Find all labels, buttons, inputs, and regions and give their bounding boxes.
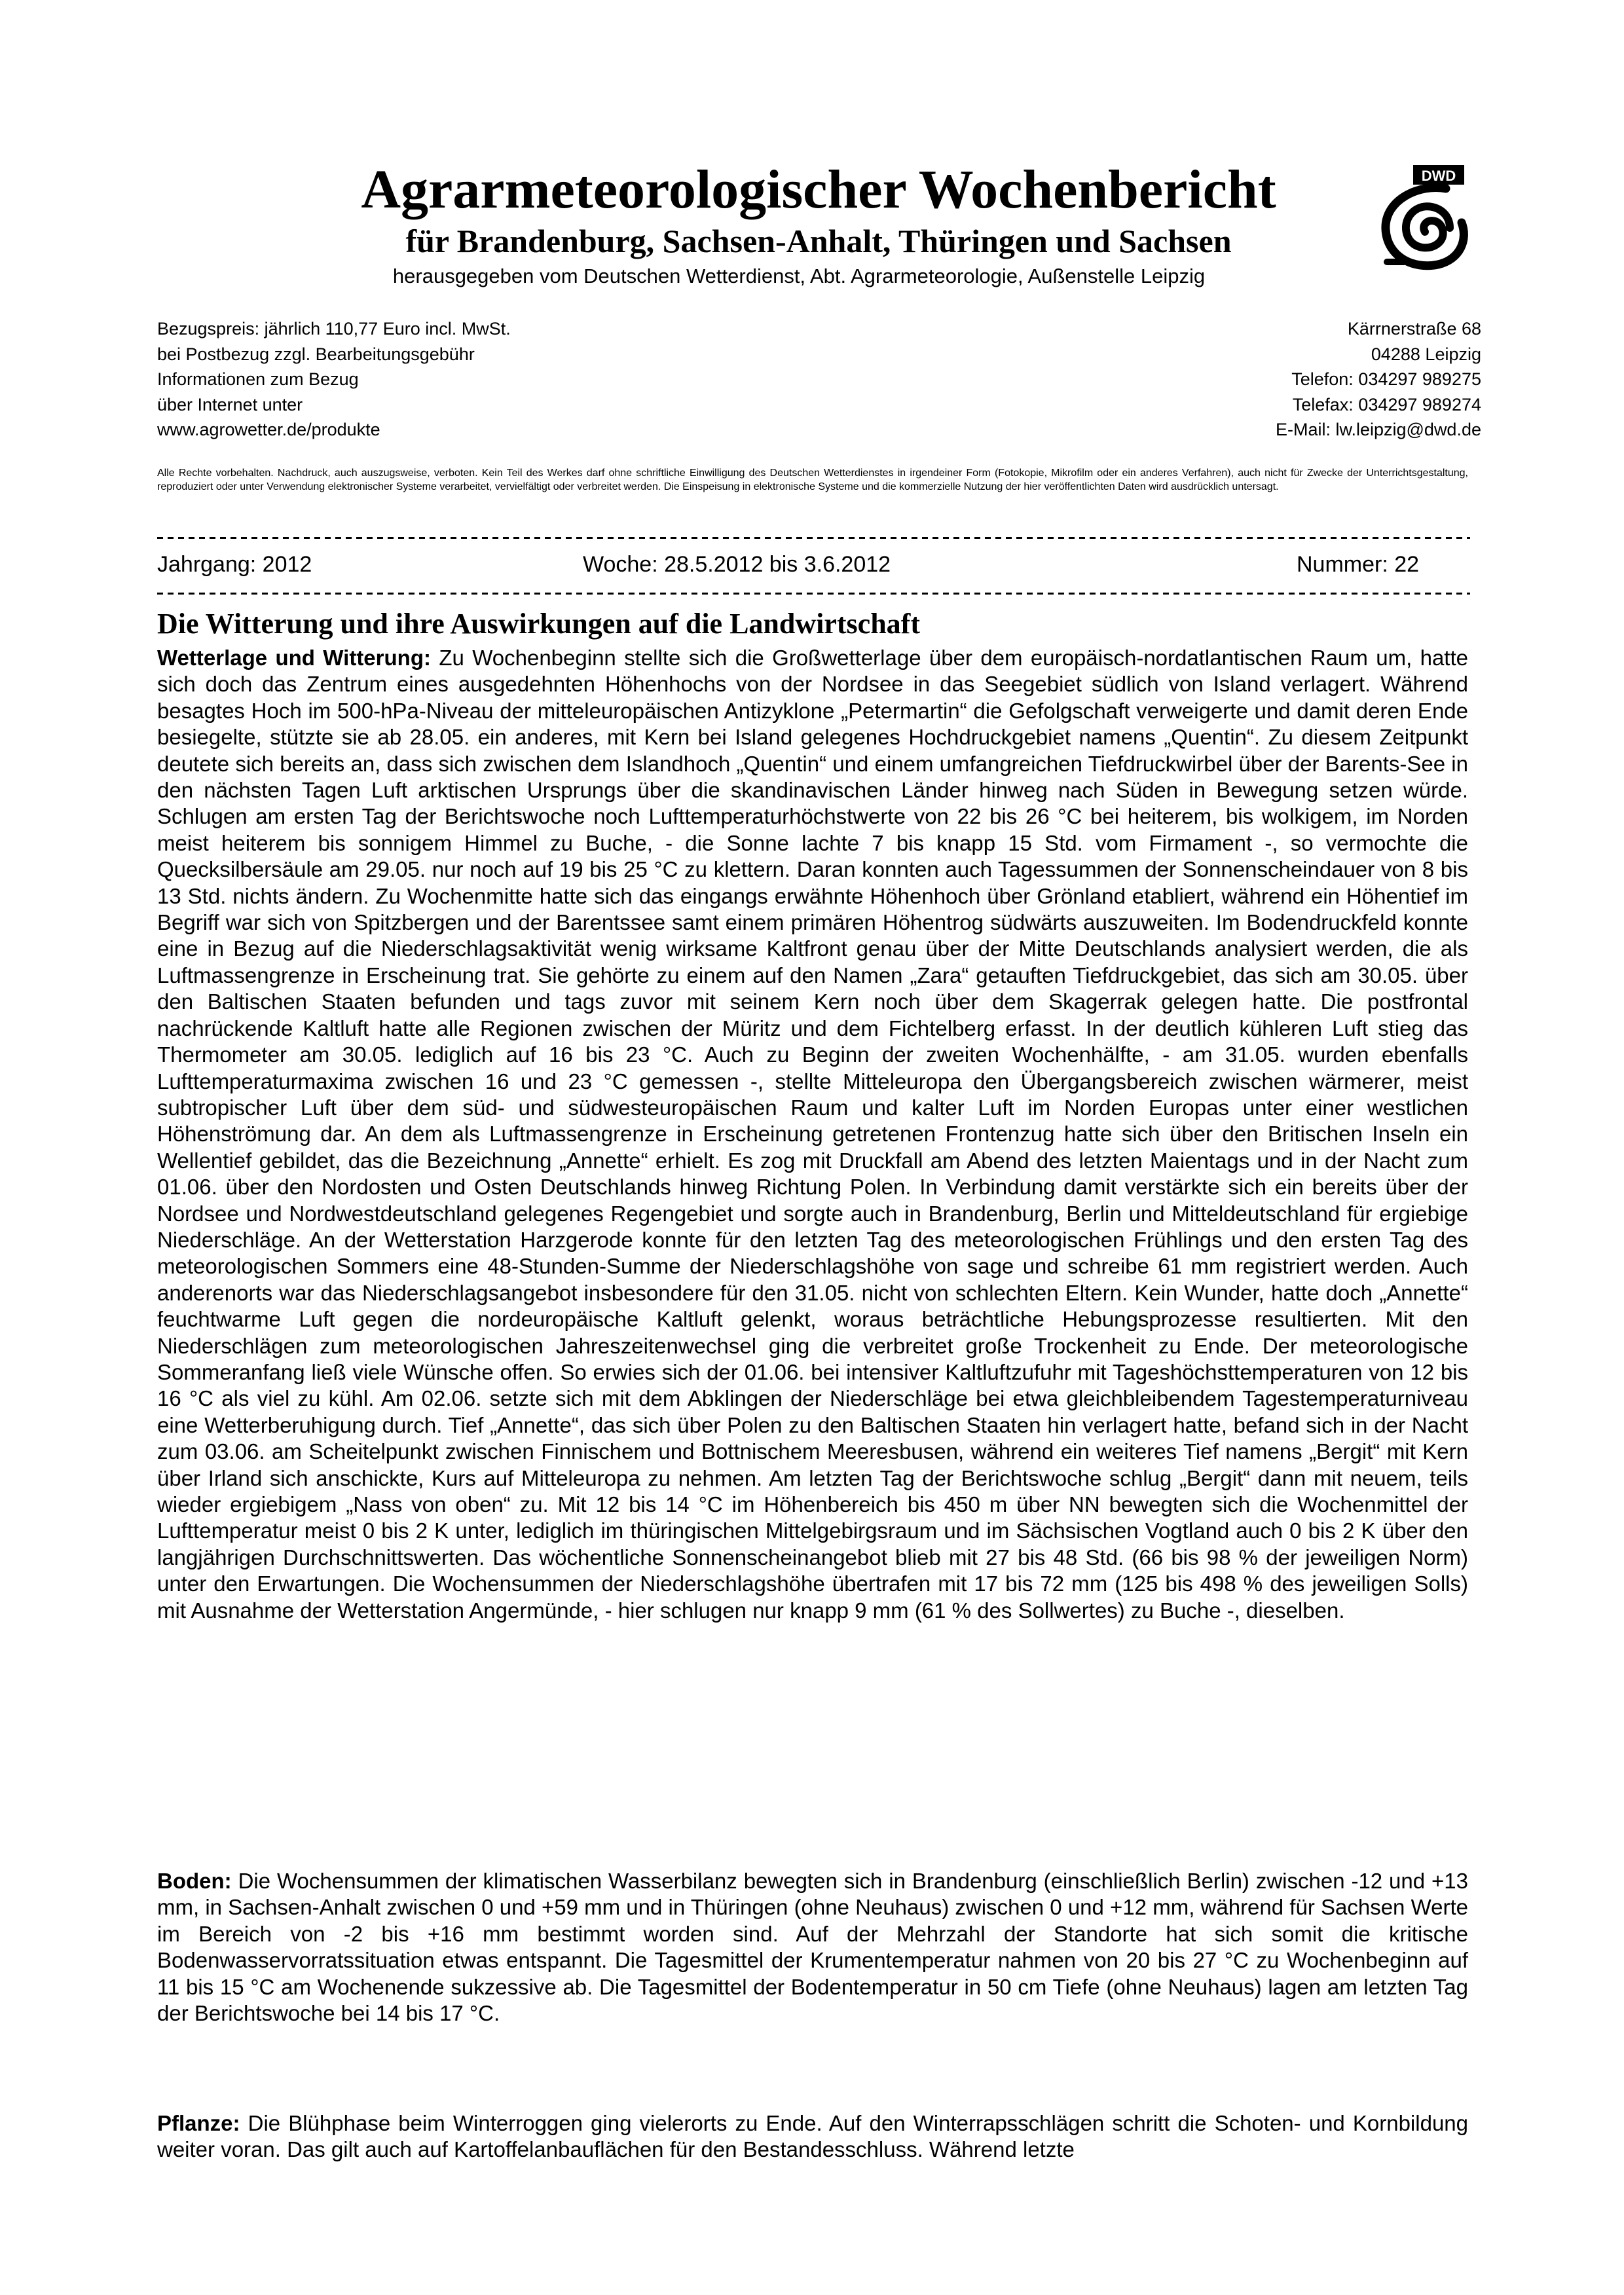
publisher-line: herausgegeben vom Deutschen Wetterdienst, Abt. Agrarmeteorologie, Außenstelle Leipzig [392, 265, 1206, 287]
issue-number: Nummer: 22 [1297, 552, 1420, 577]
soil-paragraph [157, 1868, 1468, 2027]
subscription-line: über Internet unter [157, 394, 303, 414]
plant-text: Die Blühphase beim Winterroggen ging vielerorts zu Ende. Auf den Winterrapsschlägen schritt die Schoten- und Kornbildung weiter voran. Das gilt auch auf Kartoffelanbauflächen für den Bestandesschluss. Während letzte [157, 2111, 1468, 2162]
subscription-line: Bezugspreis: jährlich 110,77 Euro incl. MwSt. [157, 319, 511, 339]
subscription-info [157, 316, 747, 443]
plant-paragraph [157, 2110, 1468, 2163]
rights-notice: Alle Rechte vorbehalten. Nachdruck, auch auszugsweise, verboten. Kein Teil des Werkes darf ohne schriftliche Einwilligung des Deutschen Wetterdienstes in irgendeiner Form (Fotokopie, Mikrofilm oder ein anderes Verfahren), auch nicht für Zwecke der Unterrichtsgestaltung, reproduziert oder unter Verwendung elektronischer Systeme verarbeitet, vervielfältigt oder verbreitet werden. Die Einspeisung in elektronische Systeme und die kommerzielle Nutzung der hier veröffentlichten Daten wird ausdrücklich untersagt. [157, 468, 1468, 492]
divider-top [157, 537, 1470, 539]
address-info [892, 316, 1481, 443]
issue-week: Woche: 28.5.2012 bis 3.6.2012 [583, 552, 891, 577]
address-city: 04288 Leipzig [1371, 344, 1481, 364]
soil-text: Die Wochensummen der klimatischen Wasserbilanz bewegten sich in Brandenburg (einschließlich Berlin) zwischen -12 und +13 mm, in Sachsen-Anhalt zwischen 0 und +59 mm und in Thüringen (ohne Neuhaus) zwischen 0 und +12 mm, während für Sachsen Werte im Bereich von -2 bis +16 mm bestimmt worden sind. Auf der Mehrzahl der Standorte hat sich somit die kritische Bodenwasservorratssituation etwas entspannt. Die Tagesmittel der Krumentemperatur nahmen von 20 bis 27 °C zu Wochenbeginn auf 11 bis 15 °C am Wochenende sukzessive ab. Die Tagesmittel der Bodentemperatur in 50 cm Tiefe (ohne Neuhaus) lagen am letzten Tag der Berichtswoche bei 14 bis 17 °C. [157, 1869, 1468, 2026]
issue-year: Jahrgang: 2012 [157, 552, 312, 577]
address-email[interactable]: E-Mail: lw.leipzig@dwd.de [1275, 420, 1481, 439]
report-subtitle: für Brandenburg, Sachsen-Anhalt, Thüringen und Sachsen [405, 223, 1232, 259]
subscription-link[interactable]: www.agrowetter.de/produkte [157, 420, 380, 439]
soil-label: Boden: [157, 1869, 232, 1893]
address-street: Kärrnerstraße 68 [1347, 319, 1481, 339]
section-title: Die Witterung und ihre Auswirkungen auf die Landwirtschaft [157, 608, 920, 640]
subscription-line: bei Postbezug zzgl. Bearbeitungsgebühr [157, 344, 475, 364]
weather-paragraph [157, 645, 1468, 1624]
divider-bottom [157, 593, 1470, 595]
plant-label: Pflanze: [157, 2111, 240, 2135]
logo-label: DWD [1421, 168, 1456, 184]
subscription-line: Informationen zum Bezug [157, 369, 359, 389]
dwd-logo-icon [1373, 164, 1471, 275]
weather-text: Zu Wochenbeginn stellte sich die Großwetterlage über dem europäisch-nordatlantischen Raum um, hatte sich doch das Zentrum eines ausgedehnten Höhenhochs von der Nordsee in das Seegebiet südlich von Island verlagert. Während besagtes Hoch im 500-hPa-Niveau der mitteleuropäischen Antizyklone „Petermartin“ die Gefolgschaft verweigerte und damit deren Ende besiegelte, stützte sie ab 28.05. ein anderes, mit Kern bei Island gelegenes Hochdruckgebiet namens „Quentin“. Zu diesem Zeitpunkt deutete sich bereits an, dass sich zwischen dem Islandhoch „Quentin“ und einem umfangreichen Tiefdruckwirbel über der Barents-See in den nächsten Tagen Luft arktischen Ursprungs über die skandinavischen Länder hinweg nach Süden in Bewegung setzen würde. Schlugen am ersten Tag der Berichtswoche noch Lufttemperaturhöchstwerte von 22 bis 26 °C bei heiterem, bis wolkigem, im Norden meist heiterem bis sonnigem Himmel zu Buche, - die Sonne lachte 7 bis knapp 15 Std. vom Firmament -, so vermochte die Quecksilbersäule am 29.05. nur noch auf 19 bis 25 °C zu klettern. Daran konnten auch Tagessummen der Sonnenscheindauer von 8 bis 13 Std. nichts ändern. Zu Wochenmitte hatte sich das eingangs erwähnte Höhenhoch über Grönland etabliert, während ein Höhentief im Begriff war sich von Spitzbergen und der Barentssee samt einem primären Höhentrog südwärts auszuweiten. Im Bodendruckfeld konnte eine in Bezug auf die Niederschlagsaktivität wenig wirksame Kaltfront genau über der Mitte Deutschlands analysiert werden, die als Luftmassengrenze in Erscheinung trat. Sie gehörte zu einem auf den Namen „Zara“ getauften Tiefdruckgebiet, das sich am 30.05. über den Baltischen Staaten befunden und tags zuvor mit seinem Kern noch über dem Skagerrak gelegen hatte. Die postfrontal nachrückende Kaltluft hatte alle Regionen zwischen der Müritz und dem Fichtelberg erfasst. In der deutlich kühleren Luft stieg das Thermometer am 30.05. lediglich auf 16 bis 23 °C. Auch zu Beginn der zweiten Wochenhälfte, - am 31.05. wurden ebenfalls Lufttemperaturmaxima zwischen 16 und 23 °C gemessen -, stellte Mitteleuropa den Übergangsbereich zwischen wärmerer, meist subtropischer Luft über dem süd- und südwesteuropäischen Raum und kalter Luft im Norden Europas unter einer westlichen Höhenströmung dar. An dem als Luftmassengrenze in Erscheinung getretenen Frontenzug hatte sich über den Britischen Inseln ein Wellentief gebildet, das die Bezeichnung „Annette“ erhielt. Es zog mit Druckfall am Abend des letzten Maientags und in der Nacht zum 01.06. über den Nordosten und Osten Deutschlands hinweg Richtung Polen. In Verbindung damit verstärkte sich ein bereits über der Nordsee und Nordwestdeutschland gelegenes Regengebiet und sorgte auch in Brandenburg, Berlin und Mitteldeutschland für ergiebige Niederschläge. An der Wetterstation Harzgerode konnte für den letzten Tag des meteorologischen Frühlings und den ersten Tag des meteorologischen Sommers eine 48-Stunden-Summe der Niederschlagshöhe von sage und schreibe 61 mm registriert werden. Auch anderenorts war das Niederschlagsangebot insbesondere für den 31.05. nicht von schlechten Eltern. Kein Wunder, hatte doch „Annette“ feuchtwarme Luft gegen die nordeuropäische Kaltluft gelenkt, woraus beträchtliche Hebungsprozesse resultierten. Mit den Niederschlägen zum meteorologischen Jahreszeitenwechsel ging die verbreitet große Trockenheit zu Ende. Der meteorologische Sommeranfang ließ viele Wünsche offen. So erwies sich der 01.06. bei intensiver Kaltluftzufuhr mit Tageshöchsttemperaturen von 12 bis 16 °C als viel zu kühl. Am 02.06. setzte sich mit dem Abklingen der Niederschläge bei etwa gleichbleibendem Tagestemperaturniveau eine Wetterberuhigung durch. Tief „Annette“, das sich über Polen zu den Baltischen Staaten hin verlagert hatte, befand sich in der Nacht zum 03.06. am Scheitelpunkt zwischen Finnischem und Bottnischem Meeresbusen, während ein weiteres Tief namens „Bergit“ mit Kern über Irland sich anschickte, Kurs auf Mitteleuropa zu nehmen. Am letzten Tag der Berichtswoche schlug „Bergit“ dann mit neuem, teils wieder ergiebigem „Nass von oben“ zu. Mit 12 bis 14 °C im Höhenbereich bis 450 m über NN bewegten sich die Wochenmittel der Lufttemperatur meist 0 bis 2 K unter, lediglich im thüringischen Mittelgebirgsraum und im Sächsischen Vogtland auch 0 bis 2 K über den langjährigen Durchschnittswerten. Das wöchentliche Sonnenscheinangebot blieb mit 27 bis 48 Std. (66 bis 98 % der jeweiligen Norm) unter den Erwartungen. Die Wochensummen der Niederschlagshöhe übertrafen mit 17 bis 72 mm (125 bis 498 % des jeweiligen Solls) mit Ausnahme der Wetterstation Angermünde, - hier schlugen nur knapp 9 mm (61 % des Sollwertes) zu Buche -, dieselben. [157, 646, 1469, 1623]
address-phone: Telefon: 034297 989275 [1291, 369, 1481, 389]
weather-label: Wetterlage und Witterung: [157, 646, 431, 670]
address-fax: Telefax: 034297 989274 [1292, 394, 1481, 414]
report-title: Agrarmeteorologischer Wochenbericht [361, 159, 1276, 220]
